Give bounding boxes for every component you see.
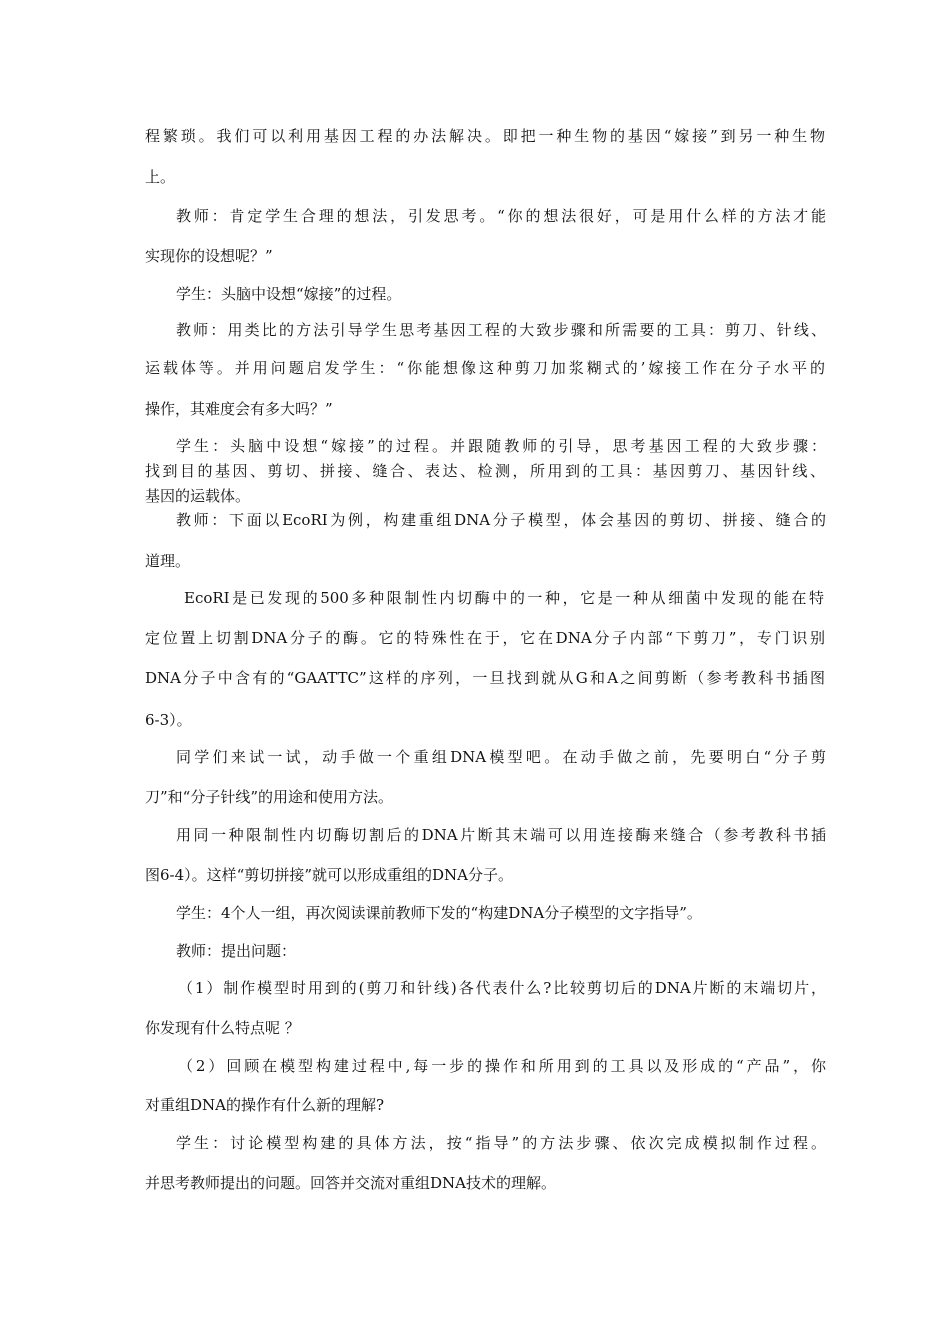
text-line: 找到目的基因、剪切、拼接、缝合、表达、检测，所用到的工具：基因剪刀、基因针线、 xyxy=(145,462,825,480)
text-line: 程繁琐。我们可以利用基因工程的办法解决。即把一种生物的基因“嫁接”到另一种生物 xyxy=(145,127,825,145)
text-line: 用同一种限制性内切酶切割后的DNA片断其末端可以用连接酶来缝合（参考教科书插 xyxy=(176,826,826,844)
text-line: 学生：头脑中设想“嫁接”的过程。 xyxy=(176,285,402,303)
text-line: 教师：肯定学生合理的想法，引发思考。“你的想法很好，可是用什么样的方法才能 xyxy=(176,207,826,225)
text-line: 并思考教师提出的问题。回答并交流对重组DNA技术的理解。 xyxy=(145,1174,556,1192)
text-line: 教师：用类比的方法引导学生思考基因工程的大致步骤和所需要的工具：剪刀、针线、 xyxy=(176,321,826,339)
text-line: 基因的运载体。 xyxy=(145,487,251,505)
text-line: （1）制作模型时用到的(剪刀和针线)各代表什么?比较剪切后的DNA片断的末端切片， xyxy=(178,979,826,997)
text-line: 6-3）。 xyxy=(145,711,192,729)
text-line: 学生：4个人一组，再次阅读课前教师下发的“构建DNA分子模型的文字指导”。 xyxy=(176,904,702,922)
text-line: 定位置上切割DNA分子的酶。它的特殊性在于，它在DNA分子内部“下剪刀”，专门识别 xyxy=(145,629,825,647)
text-line: 刀”和“分子针线”的用途和使用方法。 xyxy=(145,788,394,806)
text-line: DNA分子中含有的“GAATTC”这样的序列，一旦找到就从G和A之间剪断（参考教科书插图 xyxy=(145,669,825,687)
text-line: 教师：提出问题： xyxy=(176,942,297,960)
text-line: （2）回顾在模型构建过程中,每一步的操作和所用到的工具以及形成的“产品”，你 xyxy=(178,1057,826,1075)
text-line: 教师：下面以EcoRI为例，构建重组DNA分子模型，体会基因的剪切、拼接、缝合的 xyxy=(176,511,826,529)
text-line: 图6-4）。这样“剪切拼接”就可以形成重组的DNA分子。 xyxy=(145,866,513,884)
text-line: 你发现有什么特点呢 ？ xyxy=(145,1019,300,1037)
text-line: 实现你的设想呢？” xyxy=(145,247,273,265)
text-line: 同学们来试一试，动手做一个重组DNA模型吧。在动手做之前，先要明白“分子剪 xyxy=(176,748,826,766)
text-line: 上。 xyxy=(145,168,176,186)
text-line: 学生：头脑中设想“嫁接”的过程。并跟随教师的引导，思考基因工程的大致步骤： xyxy=(176,437,826,455)
text-line: 运载体等。并用问题启发学生：“你能想像这种剪刀加浆糊式的’嫁接工作在分子水平的 xyxy=(145,359,825,377)
text-line: 对重组DNA的操作有什么新的理解? xyxy=(145,1096,385,1114)
text-line: 学生：讨论模型构建的具体方法，按“指导”的方法步骤、依次完成模拟制作过程。 xyxy=(176,1134,826,1152)
text-line: EcoRI是已发现的500多种限制性内切酶中的一种，它是一种从细菌中发现的能在特 xyxy=(184,589,824,607)
text-line: 操作，其难度会有多大吗？” xyxy=(145,400,333,418)
text-line: 道理。 xyxy=(145,552,191,570)
